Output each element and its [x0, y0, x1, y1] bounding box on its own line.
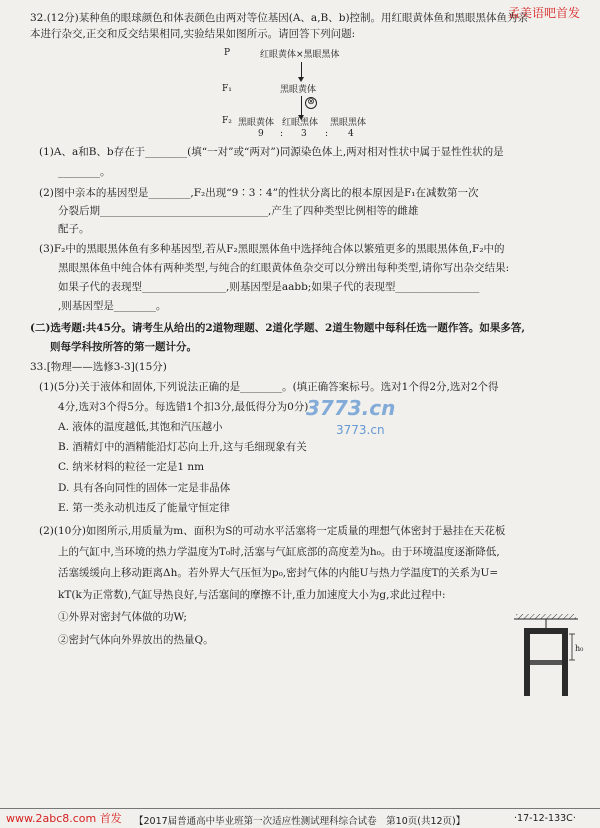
q32-sub3-line2: 黑眼黑体鱼中纯合体有两种类型,与纯合的红眼黄体鱼杂交可以分辨出每种类型,请你写出杂交结果:	[58, 262, 510, 274]
q32-stem-line1: 32.(12分)某种鱼的眼球颜色和体表颜色由两对等位基因(A、a,B、b)控制。用红眼黄体鱼和黑眼黑体鱼为亲	[30, 12, 529, 24]
q33-option-c: C. 纳米材料的粒径一定是1 nm	[58, 461, 205, 473]
q32-sub1-line1: (1)A、a和B、b存在于________(填“一对”或“两对”)同源染色体上,两对相对性状中属于显性性状的是	[39, 146, 504, 158]
q32-stem-line2: 本进行杂交,正交和反交结果相同,实验结果如图所示。请回答下列问题:	[30, 28, 356, 40]
selfing-symbol: ⊗	[305, 97, 317, 109]
q33-option-d: D. 具有各向同性的固体一定是非晶体	[58, 482, 231, 494]
q32-sub2-line2: 分裂后期________________________________,产生了四种类型比例相等的雌雄	[58, 205, 419, 217]
elective-notice-line1: (二)选考题:共45分。请考生从给出的2道物理题、2道化学题、2道生物题中每科任选一题作答。如果多答,	[30, 322, 525, 334]
q33-sub2-line2: 上的气缸中,当环境的热力学温度为T₀时,活塞与气缸底部的高度差为h₀。由于环境温度逐渐降低,	[58, 546, 500, 558]
f2-label: F₂	[222, 116, 232, 126]
q33-option-b: B. 酒精灯中的酒精能沿灯芯向上升,这与毛细现象有关	[58, 441, 307, 453]
q33-sub2-line3: 活塞缓缓向上移动距离Δh。若外界大气压恒为p₀,密封气体的内能U与热力学温度T的关系为U=	[58, 567, 499, 579]
ceiling	[516, 614, 576, 619]
footer-code: ·17-12-133C·	[514, 813, 576, 824]
ratio-value-2: 3	[301, 129, 307, 139]
q32-sub2-line3: 配子。	[58, 223, 90, 235]
q33-ask1: ①外界对密封气体做的功W;	[58, 611, 187, 623]
p-label: P	[224, 48, 231, 58]
f1-label: F₁	[222, 84, 232, 94]
ratio-value-3: 4	[348, 129, 354, 139]
f2-phenotype-1: 黑眼黄体	[238, 118, 275, 128]
q32-sub2-line1: (2)图中亲本的基因型是________,F₂出现“9∶3∶4”的性状分离比的根本原因是F₁在减数第一次	[39, 187, 479, 199]
q32-sub3-line4: ,则基因型是________。	[58, 300, 167, 312]
ratio-value-1: 9	[258, 129, 264, 139]
footer-divider	[0, 808, 600, 809]
q33-title: 33.[物理——选修3-3](15分)	[30, 361, 167, 373]
q33-ask2: ②密封气体向外界放出的热量Q。	[58, 634, 214, 646]
f2-phenotype-2: 红眼黑体	[282, 118, 319, 128]
elective-notice-line2: 则每学科按所答的第一题计分。	[50, 341, 197, 353]
q33-sub1-line2: 4分,选对3个得5分。每选错1个扣3分,最低得分为0分)	[58, 401, 309, 413]
piston	[530, 660, 562, 665]
p-cross: 红眼黄体×黑眼黑体	[260, 50, 340, 60]
q33-option-a: A. 液体的温度越低,其饱和汽压越小	[58, 421, 223, 433]
arrow-f1-f2	[301, 96, 302, 116]
ratio-separator-1: :	[280, 129, 284, 139]
arrow-p-f1	[301, 62, 302, 78]
cylinder-figure	[506, 608, 590, 708]
f2-phenotype-3: 黑眼黑体	[330, 118, 367, 128]
watermark-center-logo: 3773.cn	[306, 396, 396, 420]
q33-option-e: E. 第一类永动机违反了能量守恒定律	[58, 502, 230, 514]
ratio-separator-2: :	[325, 129, 329, 139]
watermark-top-right: 孟美语吧首发	[508, 6, 581, 20]
q32-sub1-line2: ________。	[58, 166, 111, 178]
q33-sub1-line1: (1)(5分)关于液体和固体,下列说法正确的是________。(填正确答案标号。选对1个得2分,选对2个得	[39, 381, 499, 393]
footer-title: 【2017届普通高中毕业班第一次适应性测试理科综合试卷 第10页(共12页)】	[134, 816, 466, 827]
q32-sub3-line3: 如果子代的表现型________________,则基因型是aabb;如果子代的表现型________________	[58, 281, 480, 293]
q33-sub2-line4: kT(k为正常数),气缸导热良好,与活塞间的摩擦不计,重力加速度大小为g,求此过程中:	[58, 589, 446, 601]
q32-sub3-line1: (3)F₂中的黑眼黑体鱼有多种基因型,若从F₂黑眼黑体鱼中选择纯合体以繁殖更多的黑眼黑体鱼,F₂中的	[39, 243, 505, 255]
f1-phenotype: 黑眼黄体	[280, 85, 317, 95]
height-label: h₀	[575, 644, 584, 653]
q33-sub2-line1: (2)(10分)如图所示,用质量为m、面积为S的可动水平活塞将一定质量的理想气体密封于悬挂在天花板	[39, 525, 506, 537]
watermark-bottom-left: www.2abc8.com 首发	[6, 812, 122, 825]
watermark-center-url: 3773.cn	[336, 423, 385, 437]
